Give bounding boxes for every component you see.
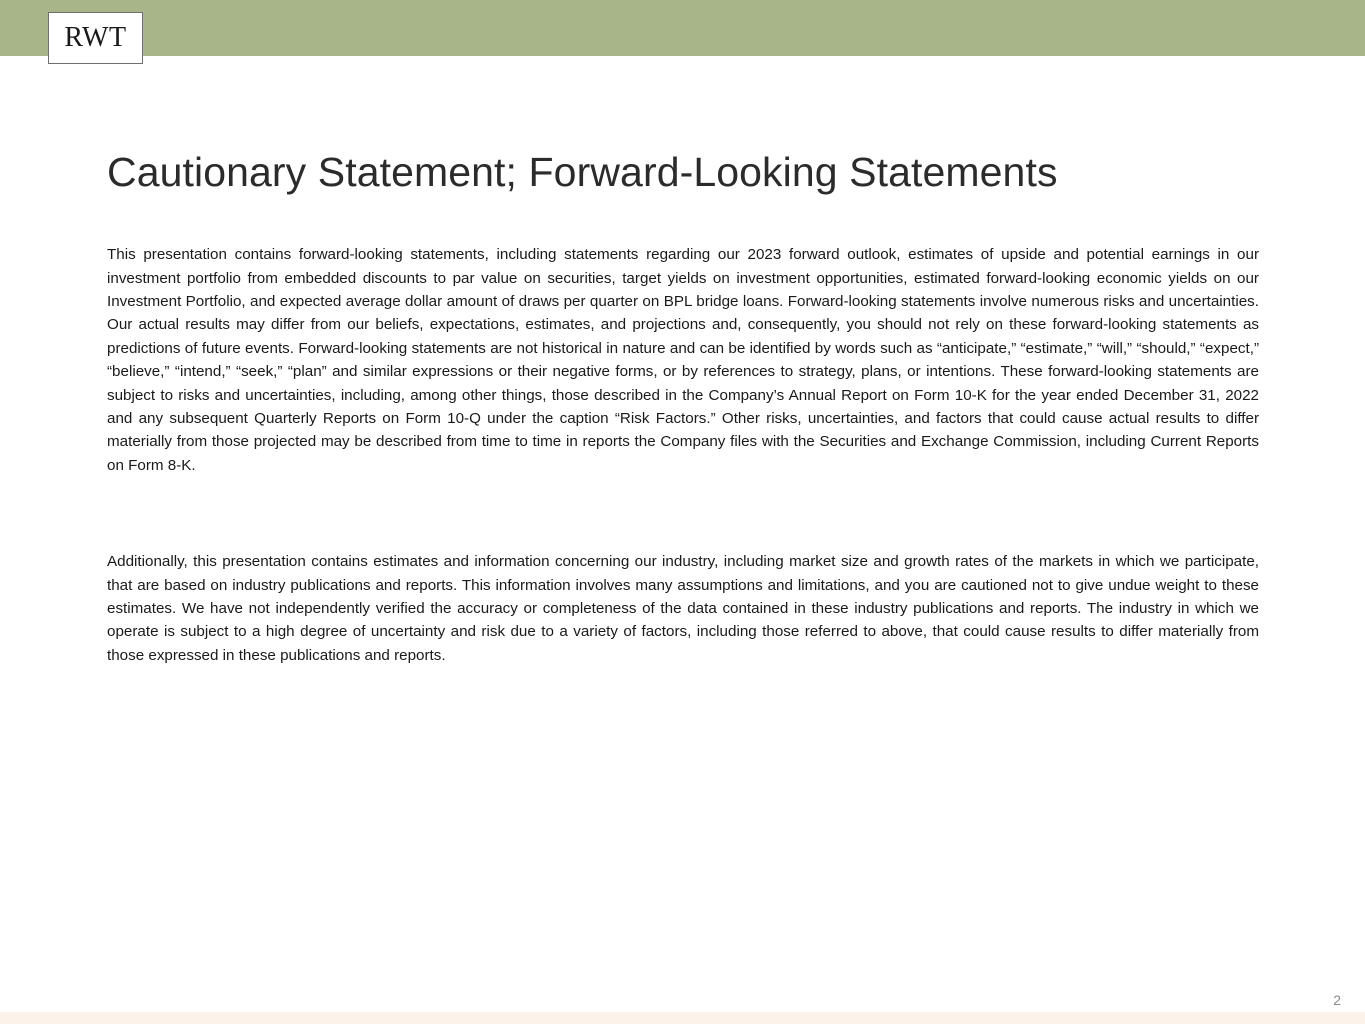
page-number: 2 bbox=[1333, 992, 1341, 1008]
logo-text: RWT bbox=[64, 22, 127, 53]
page-title: Cautionary Statement; Forward-Looking Statements bbox=[107, 149, 1058, 196]
company-logo bbox=[48, 12, 143, 64]
header-band bbox=[0, 0, 1365, 56]
footer-band bbox=[0, 1012, 1365, 1024]
body-paragraph-2: Additionally, this presentation contains estimates and information concerning our industry, including market size and growth rates of the markets in which we participate, that are based on industry publications and reports. This information involves many assumptions and limitations, and you are cautioned not to give undue weight to these estimates. We have not independently verified the accuracy or completeness of the data contained in these industry publications and reports. The industry in which we operate is subject to a high degree of uncertainty and risk due to a variety of factors, including those referred to above, that could cause results to differ materially from those expressed in these publications and reports. bbox=[107, 553, 1259, 664]
body-paragraph-1: This presentation contains forward-looking statements, including statements regarding our 2023 forward outlook, estimates of upside and potential earnings in our investment portfolio from embedded discounts to par value on securities, target yields on investment opportunities, estimated forward-looking economic yields on our Investment Portfolio, and expected average dollar amount of draws per quarter on BPL bridge loans. Forward-looking statements involve numerous risks and uncertainties. Our actual results may differ from our beliefs, expectations, estimates, and projections and, consequently, you should not rely on these forward-looking statements as predictions of future events. Forward-looking statements are not historical in nature and can be identified by words such as “anticipate,” “estimate,” “will,” “should,” “expect,” “believe,” “intend,” “seek,” “plan” and similar expressions or their negative forms, or by references to strategy, plans, or intentions. These forward-looking statements are subject to risks and uncertainties, including, among other things, those described in the Company’s Annual Report on Form 10-K for the year ended December 31, 2022 and any subsequent Quarterly Reports on Form 10-Q under the caption “Risk Factors.” Other risks, uncertainties, and factors that could cause actual results to differ materially from those projected may be described from time to time in reports the Company files with the Securities and Exchange Commission, including Current Reports on Form 8-K. bbox=[107, 246, 1259, 474]
